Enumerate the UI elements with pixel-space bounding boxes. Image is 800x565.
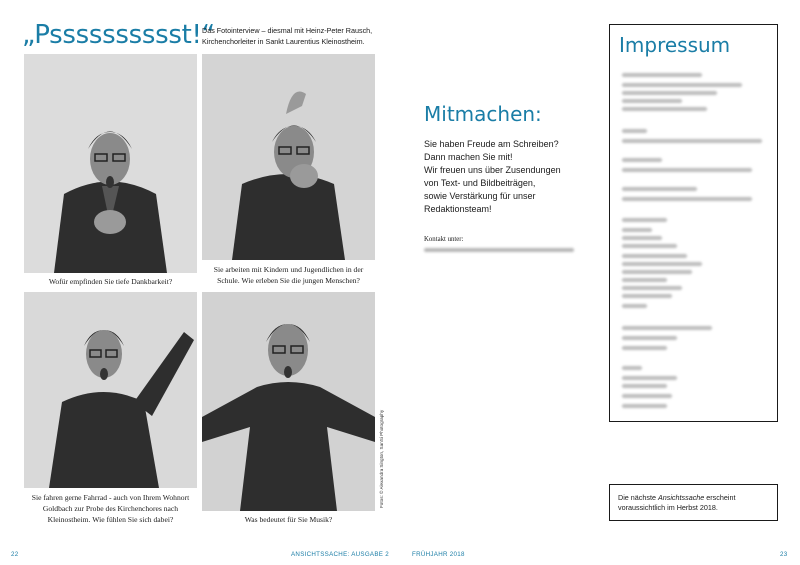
- photo-1-caption: Wofür empfinden Sie tiefe Dankbarkeit?: [48, 277, 173, 286]
- impressum-box: [609, 24, 778, 422]
- redacted-line: [622, 384, 667, 388]
- footer-season: FRÜHJAHR 2018: [412, 551, 465, 558]
- redacted-line: [622, 158, 662, 162]
- next-issue-line-1: [618, 493, 769, 503]
- photo-3-caption: Sie fahren gerne Fahrrad - auch von Ihrem Wohnort Goldbach zur Probe des Kirchenchores nach Kleinostheim. Wie fühlen Sie sich dabei?: [31, 493, 190, 524]
- next-issue-suffix: erscheint: [704, 493, 736, 502]
- redacted-line: [622, 394, 672, 398]
- redacted-line: [622, 129, 647, 133]
- photo-2-caption: Sie arbeiten mit Kindern und Jugendlichen in der Schule. Wie erleben Sie die jungen Menschen?: [213, 265, 364, 285]
- redacted-line: [622, 244, 677, 248]
- page-number-left: 22: [11, 551, 19, 558]
- redacted-line: [622, 376, 677, 380]
- contact-redacted: [424, 248, 574, 252]
- next-issue-line-2: voraussichtlich im Herbst 2018.: [618, 503, 718, 512]
- redacted-line: [622, 91, 717, 95]
- redacted-line: [622, 107, 707, 111]
- photo-2: [202, 54, 375, 260]
- redacted-line: [622, 139, 762, 143]
- redacted-line: [622, 197, 752, 201]
- redacted-line: [622, 99, 682, 103]
- redacted-line: [622, 218, 667, 222]
- mitmachen-line: Redaktionsteam!: [424, 204, 492, 214]
- mitmachen-line: sowie Verstärkung für unser: [424, 191, 536, 201]
- photo-credit-text: Fotos: © Alexandra Sington, SanSi Photography: [379, 409, 384, 508]
- magazine-name: Ansichtssache: [657, 493, 705, 502]
- redacted-line: [622, 336, 677, 340]
- photo-1: [24, 54, 197, 273]
- redacted-line: [622, 187, 697, 191]
- footer-publication: ANSICHTSSACHE: AUSGABE 2: [291, 551, 389, 558]
- redacted-line: [622, 168, 752, 172]
- redacted-line: [622, 294, 672, 298]
- redacted-line: [622, 236, 662, 240]
- redacted-line: [622, 404, 667, 408]
- redacted-line: [622, 304, 647, 308]
- mitmachen-text: [424, 138, 599, 216]
- redacted-line: [622, 286, 682, 290]
- photo-3: [24, 292, 197, 488]
- redacted-line: [622, 346, 667, 350]
- next-issue-prefix: Die nächste: [618, 493, 658, 502]
- photo-credit: [379, 388, 387, 508]
- next-issue-box: [609, 484, 778, 521]
- redacted-line: [622, 326, 712, 330]
- mitmachen-title: Mitmachen:: [424, 102, 542, 126]
- intro-text: Das Fotointerview – diesmal mit Heinz-Peter Rausch, Kirchenchorleiter in Sankt Laurentius Kleinostheim.: [202, 26, 373, 46]
- redacted-line: [622, 270, 692, 274]
- redacted-line: [622, 278, 667, 282]
- redacted-line: [622, 262, 702, 266]
- mitmachen-line: Dann machen Sie mit!: [424, 152, 513, 162]
- redacted-line: [622, 228, 652, 232]
- mitmachen-line: Sie haben Freude am Schreiben?: [424, 139, 559, 149]
- page-number-right: 23: [780, 551, 788, 558]
- mitmachen-line: Wir freuen uns über Zusendungen: [424, 165, 561, 175]
- photo-4-caption: Was bedeutet für Sie Musik?: [244, 515, 333, 524]
- article-title: „Psssssssssst!“: [22, 20, 215, 50]
- redacted-line: [622, 366, 642, 370]
- contact-label: Kontakt unter:: [424, 236, 464, 243]
- impressum-title: Impressum: [619, 33, 731, 57]
- photo-4: [202, 292, 375, 511]
- redacted-line: [622, 83, 742, 87]
- mitmachen-line: von Text- und Bildbeiträgen,: [424, 178, 536, 188]
- redacted-line: [622, 73, 702, 77]
- redacted-line: [622, 254, 687, 258]
